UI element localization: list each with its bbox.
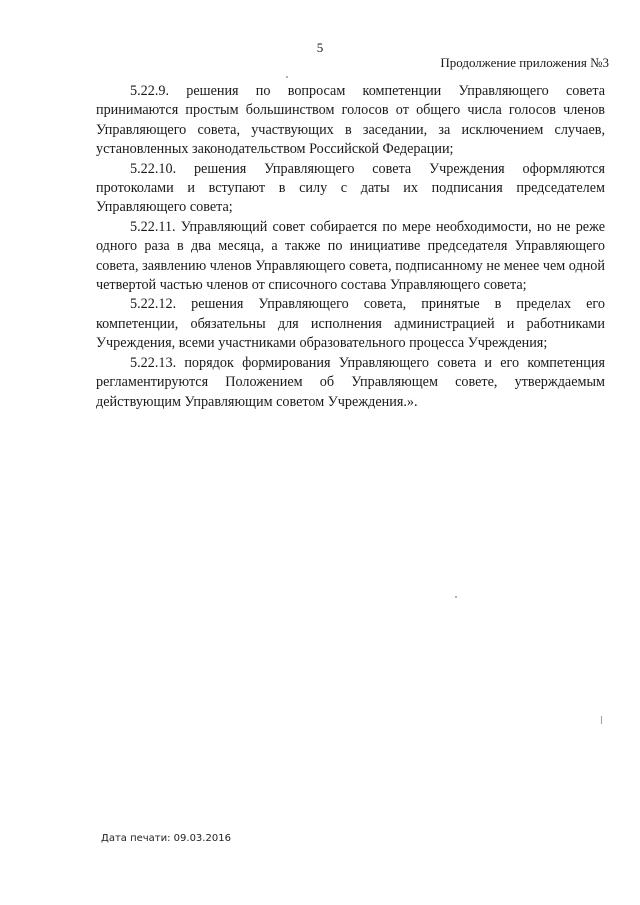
paragraph-5-22-10: 5.22.10. решения Управляющего совета Учреждения оформляются протоколами и вступают в силу с даты их подписания председателем Управляющего совета; [96, 160, 605, 216]
scan-speck [601, 716, 602, 724]
paragraph-5-22-9: 5.22.9. решения по вопросам компетенции Управляющего совета принимаются простым большинством голосов от общего числа голосов членов Управляющего совета, участвующих в заседании, за исключением случаев, установленных законодательством Российской Федерации; [96, 83, 605, 158]
paragraph-5-22-11: 5.22.11. Управляющий совет собирается по мере необходимости, но не реже одного раза в два месяца, а также по инициативе председателя Управляющего совета, заявлению членов Управляющего совета, подписанному не менее чем одной четвертой частью членов от списочного состава Управляющего совета; [96, 218, 605, 294]
page-number: 5 [316, 40, 324, 55]
appendix-continuation-note: Продолжение приложения №3 [440, 55, 609, 70]
document-body [96, 82, 605, 412]
paragraph-5-22-13: 5.22.13. порядок формирования Управляющего совета и его компетенция регламентируются Положением об Управляющем совете, утверждаемым действующим Управляющим советом Учреждения.». [96, 354, 605, 410]
paragraph-5-22-12: 5.22.12. решения Управляющего совета, принятые в пределах его компетенции, обязательны для исполнения администрацией и работниками Учреждения, всеми участниками образовательного процесса Учреждения; [96, 296, 605, 352]
scan-speck [286, 76, 288, 78]
scan-speck [455, 596, 457, 598]
print-date: Дата печати: 09.03.2016 [101, 833, 231, 844]
